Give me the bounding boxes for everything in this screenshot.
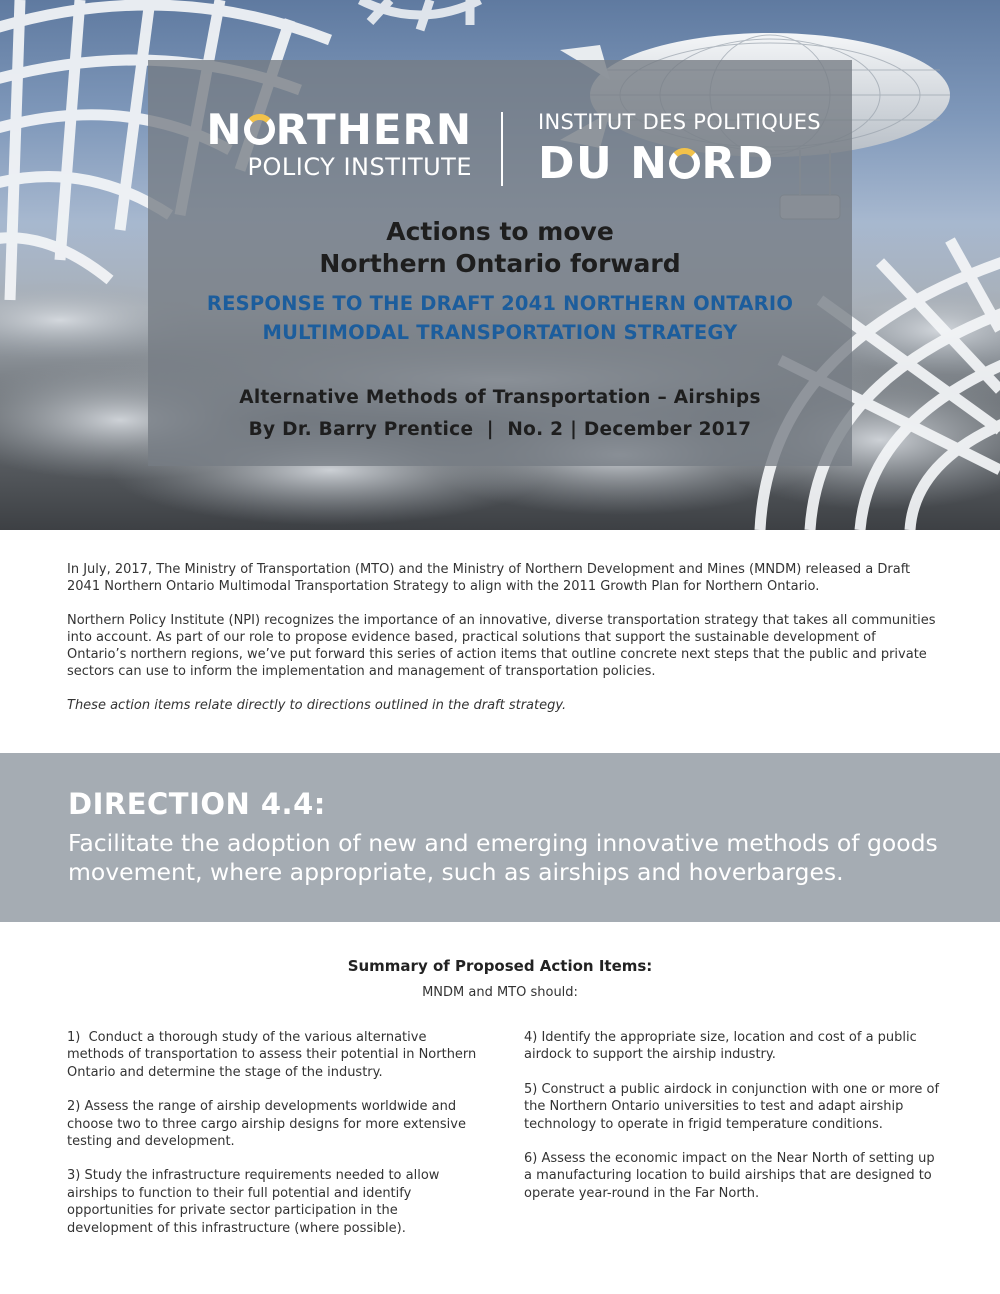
action-item: 4) Identify the appropriate size, location and cost of a public airdock to support the airship industry. — [524, 1030, 917, 1063]
intro-section — [67, 561, 937, 731]
direction-text: Facilitate the adoption of new and emerging innovative methods of goods movement, where appropriate, such as airships and hoverbarges. — [68, 829, 938, 886]
logo-english — [200, 105, 472, 182]
action-item: 2) Assess the range of airship developments worldwide and choose two to three cargo airship designs for more extensive testing and development. — [67, 1099, 466, 1150]
subtitle-line1: RESPONSE TO THE DRAFT 2041 NORTHERN ONTARIO — [206, 292, 794, 315]
header-panel — [148, 60, 852, 466]
byline: By Dr. Barry Prentice | No. 2 | December 2017 — [248, 419, 752, 440]
top-grid-fragment — [360, 0, 480, 30]
direction-band — [0, 753, 1000, 922]
logo-en-line2: POLICY INSTITUTE — [247, 153, 472, 181]
subtitle-line2: MULTIMODAL TRANSPORTATION STRATEGY — [262, 321, 738, 344]
intro-note: These action items relate directly to directions outlined in the draft strategy. — [67, 698, 567, 713]
page-subtitle — [148, 289, 852, 347]
hero-banner — [0, 0, 1000, 530]
logo-ring-icon — [669, 148, 700, 179]
logo-fr-wordmark: DU N RD — [538, 138, 775, 189]
logo-divider — [501, 112, 503, 186]
action-item: 3) Study the infrastructure requirements needed to allow airships to function to their full potential and identify opportunities for private sector participation in the development of this infrastructure (where possible). — [67, 1168, 440, 1236]
action-item: 1) Conduct a thorough study of the various alternative methods of transportation to assess their potential in Northern Ontario and determine the stage of the industry. — [67, 1030, 481, 1080]
logo-ring-icon — [244, 114, 275, 145]
action-item: 5) Construct a public airdock in conjunction with one or more of the Northern Ontario universities to test and adapt airship technology to operate in frigid temperature conditions. — [524, 1081, 940, 1132]
logo-en-wordmark: N RTHERN — [206, 105, 472, 154]
intro-paragraph: In July, 2017, The Ministry of Transportation (MTO) and the Ministry of Northern Development and Mines (MNDM) released a Draft 2041 Northern Ontario Multimodal Transportation Strategy to align with the 2011 Growth Plan for Northern Ontario. — [67, 562, 911, 594]
title-line1: Actions to move — [386, 217, 614, 246]
summary-title: Summary of Proposed Action Items: — [347, 957, 653, 975]
topic: Alternative Methods of Transportation – Airships — [239, 387, 761, 408]
publication-meta — [148, 382, 852, 446]
direction-heading: DIRECTION 4.4: — [68, 787, 326, 821]
logo-fr-line1: INSTITUT DES POLITIQUES — [538, 110, 821, 134]
action-items-left-column — [67, 1029, 487, 1254]
action-items-right-column — [524, 1029, 944, 1219]
logo-french — [538, 108, 821, 188]
intro-paragraph: Northern Policy Institute (NPI) recognizes the importance of an innovative, diverse transportation strategy that takes all communities into account. As part of our role to propose evidence based, practical solutions that support the sustainable development of Ontario’s northern regions, we’ve put forward this series of action items that outline concrete next steps that the public and private sectors can use to inform the implementation and management of transportation policies. — [67, 613, 936, 679]
summary-subtitle: MNDM and MTO should: — [422, 985, 578, 1000]
title-line2: Northern Ontario forward — [319, 249, 681, 278]
page-title — [148, 216, 852, 280]
action-item: 6) Assess the economic impact on the Near North of setting up a manufacturing location to build airships that are designed to operate year-round in the Far North. — [524, 1151, 935, 1201]
